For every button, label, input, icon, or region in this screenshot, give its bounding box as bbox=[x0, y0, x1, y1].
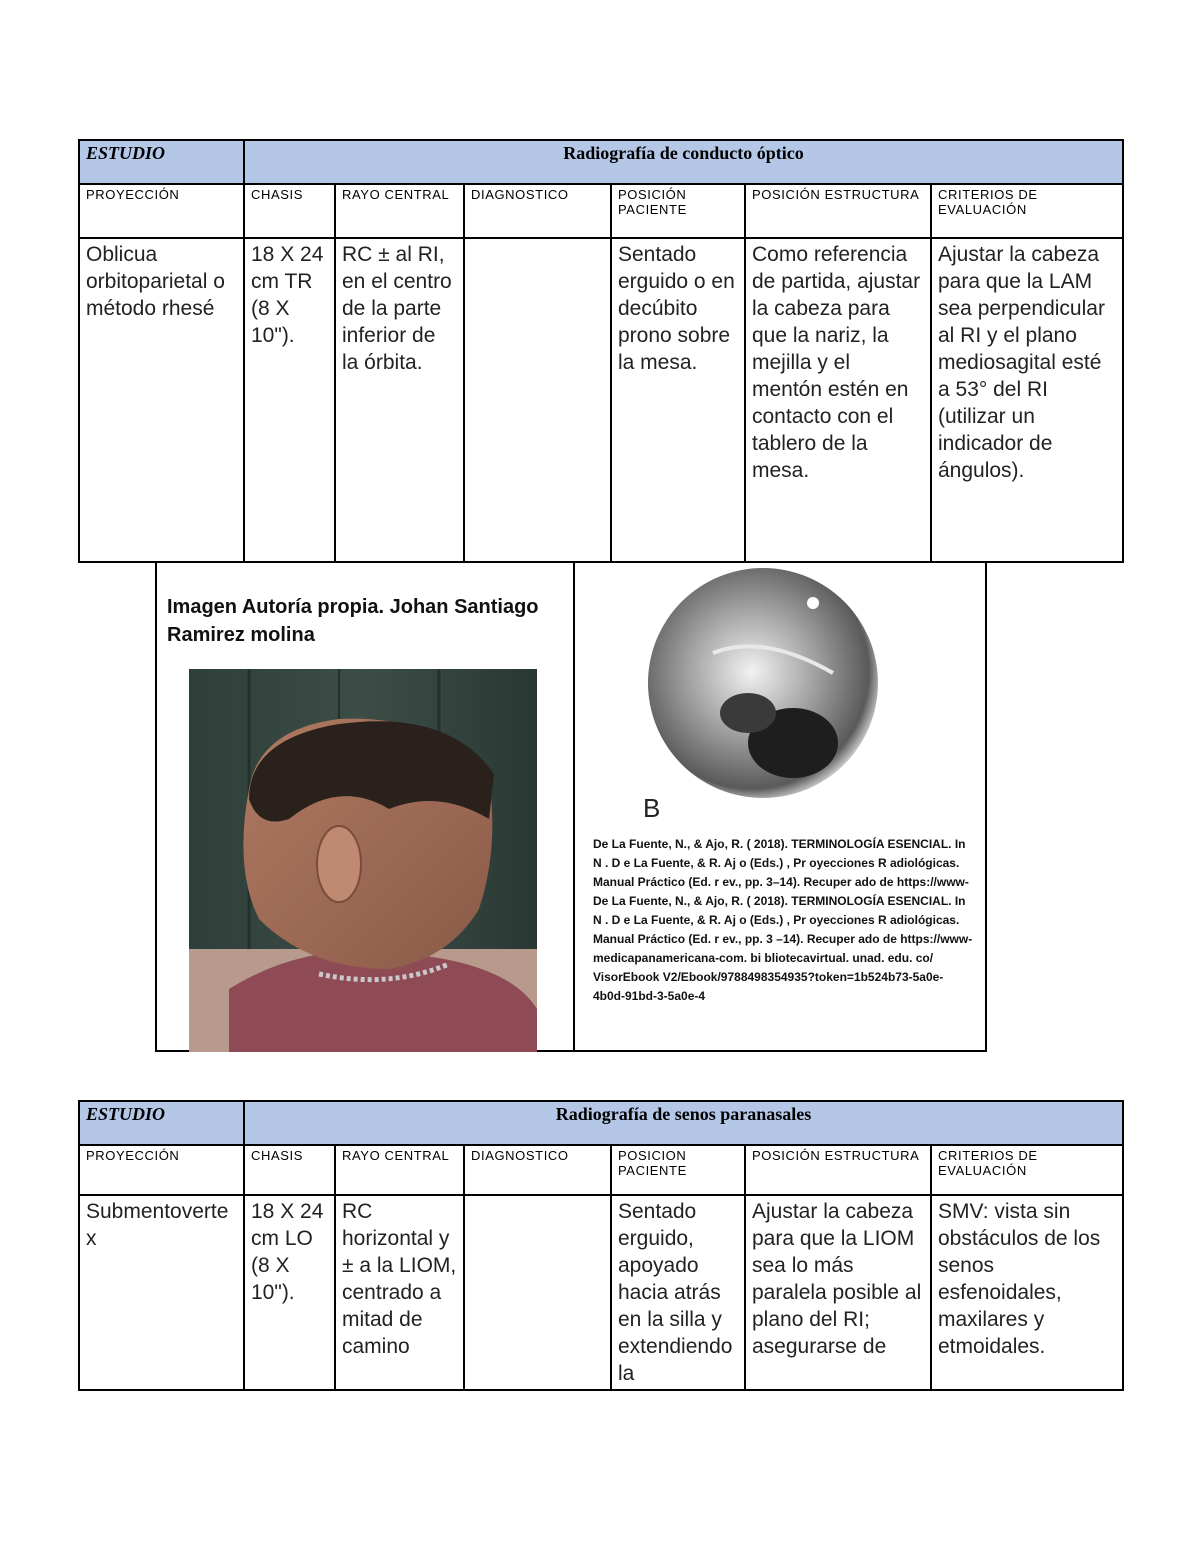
cell-proyeccion: Oblicua orbitoparietal o método rhesé bbox=[79, 238, 244, 562]
header-chasis: CHASIS bbox=[244, 1145, 335, 1195]
cell-rayo-central: RC horizontal y ± a la LIOM, centrado a mitad de camino bbox=[335, 1195, 464, 1390]
estudio-label: ESTUDIO bbox=[79, 1101, 244, 1145]
cell-posicion-estructura: Como referencia de partida, ajustar la cabeza para que la nariz, la mejilla y el mentón estén en contacto con el tablero de la mesa. bbox=[745, 238, 931, 562]
header-posicion-estructura: POSICIÓN ESTRUCTURA bbox=[745, 1145, 931, 1195]
cell-posicion-paciente: Sentado erguido o en decúbito prono sobre la mesa. bbox=[611, 238, 745, 562]
header-posicion-paciente: POSICIÓN PACIENTE bbox=[611, 184, 745, 238]
figure-photo-panel bbox=[157, 563, 575, 1050]
cell-diagnostico bbox=[464, 1195, 611, 1390]
cell-posicion-estructura: Ajustar la cabeza para que la LIOM sea lo más paralela posible al plano del RI; asegurarse de bbox=[745, 1195, 931, 1390]
header-chasis: CHASIS bbox=[244, 184, 335, 238]
study-title: Radiografía de conducto óptico bbox=[244, 140, 1123, 184]
xray-image bbox=[643, 563, 883, 808]
cell-diagnostico bbox=[464, 238, 611, 562]
header-posicion-paciente: POSICION PACIENTE bbox=[611, 1145, 745, 1195]
cell-chasis: 18 X 24 cm LO (8 X 10"). bbox=[244, 1195, 335, 1390]
figure-caption: Imagen Autoría propia. Johan Santiago Ramirez molina bbox=[167, 596, 539, 646]
header-posicion-estructura: POSICIÓN ESTRUCTURA bbox=[745, 184, 931, 238]
figure-xray-panel bbox=[573, 563, 985, 1050]
cell-rayo-central: RC ± al RI, en el centro de la parte inferior de la órbita. bbox=[335, 238, 464, 562]
header-diagnostico: DIAGNOSTICO bbox=[464, 184, 611, 238]
header-diagnostico: DIAGNOSTICO bbox=[464, 1145, 611, 1195]
xray-label: B bbox=[643, 793, 661, 823]
estudio-label: ESTUDIO bbox=[79, 140, 244, 184]
bibliographic-reference: De La Fuente, N., & Ajo, R. ( 2018). TERMINOLOGÍA ESENCIAL. In N . D e La Fuente, & R. Aj o (Eds.) , Pr oyecciones R adiológicas. Manual Práctico (Ed. r ev., pp. 3–14). Recuper ado de https://www- De La Fuente, N., & Ajo, R. ( 2018). TERMINOLOGÍA ESENCIAL. In N . D e La Fuente, & R. Aj o (Eds.) , Pr oyecciones R adiológicas. Manual Práctico (Ed. r ev., pp. 3 –14). Recuper ado de https://www- medicapanamericana-com. bi bliotecavirtual. unad. edu. co/ VisorEbook V2/Ebook/9788498354935?token=1b524b73-5a0e-4b0d-91bd-3-5a0e-4 bbox=[593, 837, 973, 1003]
figure-box bbox=[155, 561, 987, 1052]
study-title: Radiografía de senos paranasales bbox=[244, 1101, 1123, 1145]
header-rayo-central: RAYO CENTRAL bbox=[335, 184, 464, 238]
header-criterios: CRITERIOS DE EVALUACIÓN bbox=[931, 184, 1123, 238]
cell-criterios: SMV: vista sin obstáculos de los senos esfenoidales, maxilares y etmoidales. bbox=[931, 1195, 1123, 1390]
header-criterios: CRITERIOS DE EVALUACIÓN bbox=[931, 1145, 1123, 1195]
study-table-optic-canal bbox=[78, 139, 1124, 563]
header-proyeccion: PROYECCIÓN bbox=[79, 184, 244, 238]
patient-photo bbox=[189, 669, 537, 1052]
cell-criterios: Ajustar la cabeza para que la LAM sea perpendicular al RI y el plano mediosagital esté a 53° del RI (utilizar un indicador de ángulos). bbox=[931, 238, 1123, 562]
header-rayo-central: RAYO CENTRAL bbox=[335, 1145, 464, 1195]
cell-proyeccion: Submentovertex bbox=[79, 1195, 244, 1390]
cell-chasis: 18 X 24 cm TR (8 X 10"). bbox=[244, 238, 335, 562]
study-table-paranasal-sinuses bbox=[78, 1100, 1124, 1391]
cell-posicion-paciente: Sentado erguido, apoyado hacia atrás en la silla y extendiendo la bbox=[611, 1195, 745, 1390]
header-proyeccion: PROYECCIÓN bbox=[79, 1145, 244, 1195]
